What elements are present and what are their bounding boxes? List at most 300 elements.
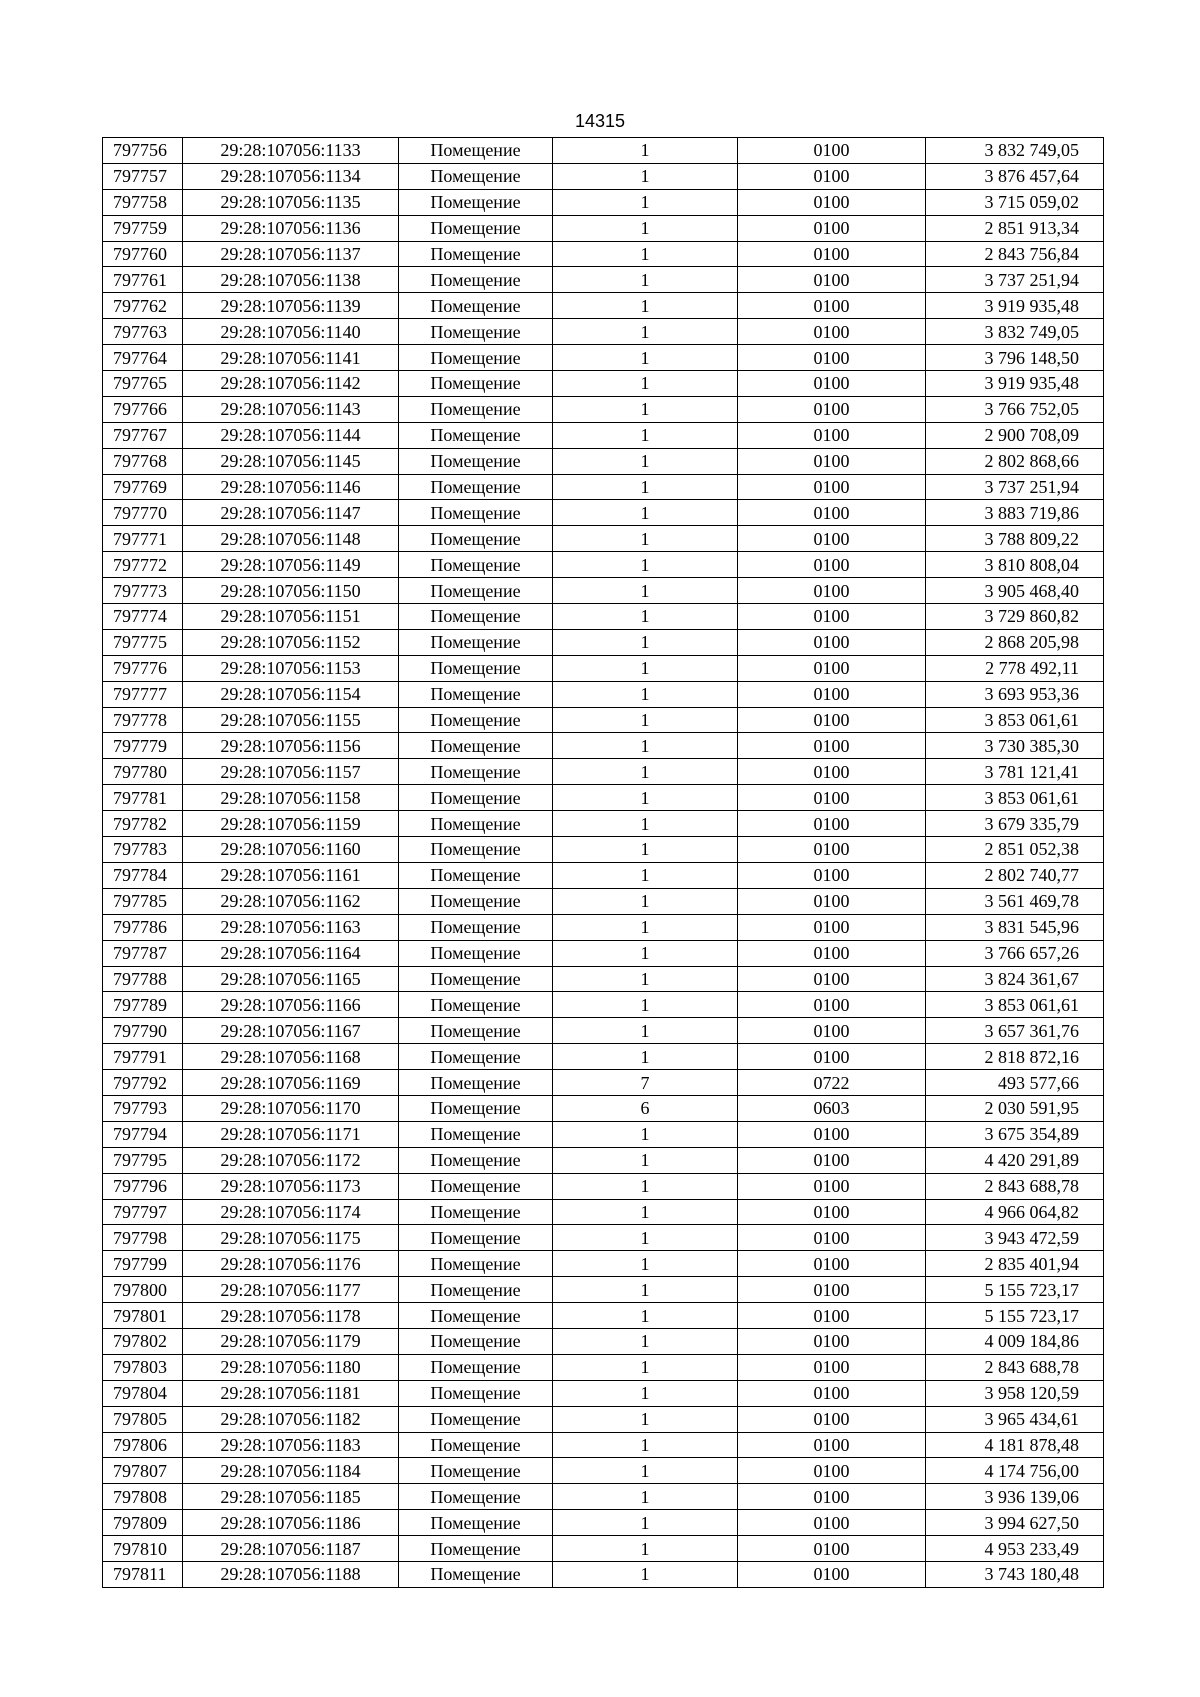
object-type-cell: Помещение <box>399 371 553 397</box>
object-type-cell: Помещение <box>399 759 553 785</box>
object-type-cell: Помещение <box>399 1199 553 1225</box>
code-cell: 0100 <box>738 1510 926 1536</box>
row-id-cell: 797772 <box>103 552 183 578</box>
cadastral-value-cell: 3 781 121,41 <box>926 759 1104 785</box>
cadastral-number-cell: 29:28:107056:1155 <box>183 707 399 733</box>
row-id-cell: 797794 <box>103 1121 183 1147</box>
code-cell: 0100 <box>738 707 926 733</box>
code-cell: 0100 <box>738 1484 926 1510</box>
row-id-cell: 797811 <box>103 1561 183 1587</box>
cadastral-number-cell: 29:28:107056:1156 <box>183 733 399 759</box>
row-id-cell: 797784 <box>103 862 183 888</box>
table-row <box>103 345 1104 371</box>
row-id-cell: 797809 <box>103 1510 183 1536</box>
registry-table <box>102 137 1104 1588</box>
cadastral-value-cell: 3 675 354,89 <box>926 1121 1104 1147</box>
group-cell: 1 <box>553 1121 738 1147</box>
cadastral-number-cell: 29:28:107056:1150 <box>183 578 399 604</box>
code-cell: 0100 <box>738 474 926 500</box>
cadastral-value-cell: 3 883 719,86 <box>926 500 1104 526</box>
code-cell: 0100 <box>738 1147 926 1173</box>
cadastral-value-cell: 3 831 545,96 <box>926 914 1104 940</box>
cadastral-number-cell: 29:28:107056:1186 <box>183 1510 399 1536</box>
cadastral-number-cell: 29:28:107056:1133 <box>183 138 399 164</box>
table-row <box>103 966 1104 992</box>
object-type-cell: Помещение <box>399 1147 553 1173</box>
code-cell: 0100 <box>738 345 926 371</box>
object-type-cell: Помещение <box>399 1380 553 1406</box>
code-cell: 0100 <box>738 1328 926 1354</box>
code-cell: 0100 <box>738 837 926 863</box>
registry-table-body <box>103 138 1104 1588</box>
row-id-cell: 797763 <box>103 319 183 345</box>
table-row <box>103 1121 1104 1147</box>
row-id-cell: 797782 <box>103 811 183 837</box>
object-type-cell: Помещение <box>399 267 553 293</box>
cadastral-value-cell: 3 994 627,50 <box>926 1510 1104 1536</box>
table-row <box>103 1095 1104 1121</box>
code-cell: 0100 <box>738 888 926 914</box>
group-cell: 1 <box>553 1173 738 1199</box>
group-cell: 1 <box>553 500 738 526</box>
cadastral-number-cell: 29:28:107056:1179 <box>183 1328 399 1354</box>
cadastral-number-cell: 29:28:107056:1188 <box>183 1561 399 1587</box>
object-type-cell: Помещение <box>399 655 553 681</box>
object-type-cell: Помещение <box>399 1561 553 1587</box>
table-row <box>103 500 1104 526</box>
code-cell: 0100 <box>738 1018 926 1044</box>
cadastral-value-cell: 2 900 708,09 <box>926 422 1104 448</box>
code-cell: 0100 <box>738 1173 926 1199</box>
code-cell: 0100 <box>738 811 926 837</box>
group-cell: 1 <box>553 241 738 267</box>
cadastral-value-cell: 4 420 291,89 <box>926 1147 1104 1173</box>
table-row <box>103 1199 1104 1225</box>
row-id-cell: 797806 <box>103 1432 183 1458</box>
table-row <box>103 1458 1104 1484</box>
table-row <box>103 267 1104 293</box>
cadastral-value-cell: 3 905 468,40 <box>926 578 1104 604</box>
code-cell: 0100 <box>738 189 926 215</box>
cadastral-number-cell: 29:28:107056:1153 <box>183 655 399 681</box>
code-cell: 0100 <box>738 914 926 940</box>
table-row <box>103 526 1104 552</box>
cadastral-number-cell: 29:28:107056:1169 <box>183 1070 399 1096</box>
cadastral-number-cell: 29:28:107056:1146 <box>183 474 399 500</box>
code-cell: 0100 <box>738 1277 926 1303</box>
row-id-cell: 797799 <box>103 1251 183 1277</box>
cadastral-value-cell: 3 853 061,61 <box>926 707 1104 733</box>
cadastral-value-cell: 4 181 878,48 <box>926 1432 1104 1458</box>
cadastral-value-cell: 3 561 469,78 <box>926 888 1104 914</box>
code-cell: 0100 <box>738 1199 926 1225</box>
group-cell: 1 <box>553 1484 738 1510</box>
group-cell: 1 <box>553 215 738 241</box>
cadastral-number-cell: 29:28:107056:1149 <box>183 552 399 578</box>
object-type-cell: Помещение <box>399 1458 553 1484</box>
cadastral-number-cell: 29:28:107056:1175 <box>183 1225 399 1251</box>
cadastral-number-cell: 29:28:107056:1180 <box>183 1354 399 1380</box>
row-id-cell: 797795 <box>103 1147 183 1173</box>
row-id-cell: 797765 <box>103 371 183 397</box>
row-id-cell: 797802 <box>103 1328 183 1354</box>
table-row <box>103 759 1104 785</box>
cadastral-number-cell: 29:28:107056:1142 <box>183 371 399 397</box>
cadastral-value-cell: 3 919 935,48 <box>926 293 1104 319</box>
cadastral-number-cell: 29:28:107056:1144 <box>183 422 399 448</box>
code-cell: 0100 <box>738 1121 926 1147</box>
cadastral-number-cell: 29:28:107056:1141 <box>183 345 399 371</box>
object-type-cell: Помещение <box>399 396 553 422</box>
cadastral-value-cell: 3 876 457,64 <box>926 163 1104 189</box>
row-id-cell: 797803 <box>103 1354 183 1380</box>
group-cell: 1 <box>553 371 738 397</box>
table-row <box>103 1147 1104 1173</box>
cadastral-number-cell: 29:28:107056:1157 <box>183 759 399 785</box>
row-id-cell: 797785 <box>103 888 183 914</box>
group-cell: 6 <box>553 1095 738 1121</box>
table-row <box>103 1510 1104 1536</box>
cadastral-value-cell: 4 009 184,86 <box>926 1328 1104 1354</box>
cadastral-number-cell: 29:28:107056:1140 <box>183 319 399 345</box>
cadastral-value-cell: 5 155 723,17 <box>926 1277 1104 1303</box>
group-cell: 1 <box>553 940 738 966</box>
code-cell: 0100 <box>738 448 926 474</box>
row-id-cell: 797773 <box>103 578 183 604</box>
code-cell: 0100 <box>738 992 926 1018</box>
cadastral-number-cell: 29:28:107056:1165 <box>183 966 399 992</box>
group-cell: 1 <box>553 759 738 785</box>
table-row <box>103 1328 1104 1354</box>
cadastral-number-cell: 29:28:107056:1166 <box>183 992 399 1018</box>
table-row <box>103 1044 1104 1070</box>
object-type-cell: Помещение <box>399 345 553 371</box>
group-cell: 1 <box>553 552 738 578</box>
code-cell: 0100 <box>738 526 926 552</box>
object-type-cell: Помещение <box>399 1044 553 1070</box>
code-cell: 0100 <box>738 966 926 992</box>
group-cell: 1 <box>553 578 738 604</box>
table-row <box>103 1536 1104 1562</box>
group-cell: 1 <box>553 707 738 733</box>
row-id-cell: 797770 <box>103 500 183 526</box>
object-type-cell: Помещение <box>399 1251 553 1277</box>
row-id-cell: 797775 <box>103 629 183 655</box>
cadastral-value-cell: 3 943 472,59 <box>926 1225 1104 1251</box>
code-cell: 0100 <box>738 759 926 785</box>
group-cell: 7 <box>553 1070 738 1096</box>
object-type-cell: Помещение <box>399 293 553 319</box>
code-cell: 0100 <box>738 1561 926 1587</box>
cadastral-number-cell: 29:28:107056:1172 <box>183 1147 399 1173</box>
group-cell: 1 <box>553 1354 738 1380</box>
object-type-cell: Помещение <box>399 1121 553 1147</box>
object-type-cell: Помещение <box>399 1277 553 1303</box>
object-type-cell: Помещение <box>399 940 553 966</box>
group-cell: 1 <box>553 1018 738 1044</box>
group-cell: 1 <box>553 966 738 992</box>
cadastral-number-cell: 29:28:107056:1135 <box>183 189 399 215</box>
code-cell: 0603 <box>738 1095 926 1121</box>
cadastral-number-cell: 29:28:107056:1173 <box>183 1173 399 1199</box>
row-id-cell: 797801 <box>103 1303 183 1329</box>
cadastral-number-cell: 29:28:107056:1147 <box>183 500 399 526</box>
object-type-cell: Помещение <box>399 189 553 215</box>
cadastral-number-cell: 29:28:107056:1152 <box>183 629 399 655</box>
row-id-cell: 797786 <box>103 914 183 940</box>
table-row <box>103 629 1104 655</box>
group-cell: 1 <box>553 785 738 811</box>
code-cell: 0100 <box>738 1432 926 1458</box>
table-row <box>103 1173 1104 1199</box>
group-cell: 1 <box>553 396 738 422</box>
group-cell: 1 <box>553 526 738 552</box>
group-cell: 1 <box>553 1277 738 1303</box>
cadastral-value-cell: 3 832 749,05 <box>926 138 1104 164</box>
code-cell: 0100 <box>738 1303 926 1329</box>
group-cell: 1 <box>553 1251 738 1277</box>
code-cell: 0100 <box>738 267 926 293</box>
object-type-cell: Помещение <box>399 992 553 1018</box>
group-cell: 1 <box>553 1328 738 1354</box>
table-row <box>103 811 1104 837</box>
cadastral-value-cell: 3 936 139,06 <box>926 1484 1104 1510</box>
table-row <box>103 862 1104 888</box>
row-id-cell: 797781 <box>103 785 183 811</box>
code-cell: 0100 <box>738 371 926 397</box>
row-id-cell: 797769 <box>103 474 183 500</box>
table-row <box>103 319 1104 345</box>
cadastral-value-cell: 3 919 935,48 <box>926 371 1104 397</box>
cadastral-number-cell: 29:28:107056:1136 <box>183 215 399 241</box>
cadastral-value-cell: 2 802 740,77 <box>926 862 1104 888</box>
code-cell: 0100 <box>738 293 926 319</box>
object-type-cell: Помещение <box>399 888 553 914</box>
object-type-cell: Помещение <box>399 681 553 707</box>
cadastral-number-cell: 29:28:107056:1170 <box>183 1095 399 1121</box>
cadastral-value-cell: 4 174 756,00 <box>926 1458 1104 1484</box>
group-cell: 1 <box>553 1561 738 1587</box>
cadastral-value-cell: 2 851 913,34 <box>926 215 1104 241</box>
row-id-cell: 797789 <box>103 992 183 1018</box>
row-id-cell: 797767 <box>103 422 183 448</box>
row-id-cell: 797780 <box>103 759 183 785</box>
cadastral-number-cell: 29:28:107056:1139 <box>183 293 399 319</box>
group-cell: 1 <box>553 267 738 293</box>
group-cell: 1 <box>553 1510 738 1536</box>
group-cell: 1 <box>553 1225 738 1251</box>
code-cell: 0100 <box>738 733 926 759</box>
object-type-cell: Помещение <box>399 1432 553 1458</box>
row-id-cell: 797787 <box>103 940 183 966</box>
table-row <box>103 138 1104 164</box>
object-type-cell: Помещение <box>399 785 553 811</box>
object-type-cell: Помещение <box>399 1303 553 1329</box>
table-row <box>103 733 1104 759</box>
cadastral-number-cell: 29:28:107056:1160 <box>183 837 399 863</box>
table-row <box>103 578 1104 604</box>
cadastral-number-cell: 29:28:107056:1148 <box>183 526 399 552</box>
object-type-cell: Помещение <box>399 241 553 267</box>
table-row <box>103 396 1104 422</box>
code-cell: 0100 <box>738 319 926 345</box>
cadastral-value-cell: 2 843 756,84 <box>926 241 1104 267</box>
object-type-cell: Помещение <box>399 707 553 733</box>
object-type-cell: Помещение <box>399 319 553 345</box>
table-row <box>103 293 1104 319</box>
table-row <box>103 241 1104 267</box>
table-row <box>103 163 1104 189</box>
group-cell: 1 <box>553 1458 738 1484</box>
table-row <box>103 604 1104 630</box>
cadastral-number-cell: 29:28:107056:1182 <box>183 1406 399 1432</box>
object-type-cell: Помещение <box>399 1354 553 1380</box>
group-cell: 1 <box>553 681 738 707</box>
code-cell: 0100 <box>738 1380 926 1406</box>
cadastral-value-cell: 4 966 064,82 <box>926 1199 1104 1225</box>
code-cell: 0100 <box>738 655 926 681</box>
cadastral-value-cell: 3 810 808,04 <box>926 552 1104 578</box>
row-id-cell: 797771 <box>103 526 183 552</box>
code-cell: 0100 <box>738 1536 926 1562</box>
group-cell: 1 <box>553 604 738 630</box>
group-cell: 1 <box>553 448 738 474</box>
group-cell: 1 <box>553 1199 738 1225</box>
row-id-cell: 797756 <box>103 138 183 164</box>
cadastral-value-cell: 3 832 749,05 <box>926 319 1104 345</box>
cadastral-value-cell: 3 679 335,79 <box>926 811 1104 837</box>
code-cell: 0100 <box>738 578 926 604</box>
cadastral-value-cell: 2 030 591,95 <box>926 1095 1104 1121</box>
row-id-cell: 797779 <box>103 733 183 759</box>
table-row <box>103 1277 1104 1303</box>
cadastral-number-cell: 29:28:107056:1187 <box>183 1536 399 1562</box>
row-id-cell: 797766 <box>103 396 183 422</box>
object-type-cell: Помещение <box>399 1018 553 1044</box>
group-cell: 1 <box>553 1044 738 1070</box>
row-id-cell: 797776 <box>103 655 183 681</box>
code-cell: 0100 <box>738 422 926 448</box>
table-row <box>103 1354 1104 1380</box>
group-cell: 1 <box>553 888 738 914</box>
code-cell: 0100 <box>738 163 926 189</box>
code-cell: 0100 <box>738 785 926 811</box>
code-cell: 0100 <box>738 138 926 164</box>
table-row <box>103 1432 1104 1458</box>
row-id-cell: 797797 <box>103 1199 183 1225</box>
cadastral-value-cell: 4 953 233,49 <box>926 1536 1104 1562</box>
code-cell: 0100 <box>738 552 926 578</box>
group-cell: 1 <box>553 345 738 371</box>
cadastral-number-cell: 29:28:107056:1177 <box>183 1277 399 1303</box>
cadastral-value-cell: 2 818 872,16 <box>926 1044 1104 1070</box>
object-type-cell: Помещение <box>399 1536 553 1562</box>
row-id-cell: 797774 <box>103 604 183 630</box>
cadastral-number-cell: 29:28:107056:1183 <box>183 1432 399 1458</box>
object-type-cell: Помещение <box>399 526 553 552</box>
table-row <box>103 448 1104 474</box>
group-cell: 1 <box>553 862 738 888</box>
code-cell: 0100 <box>738 1225 926 1251</box>
object-type-cell: Помещение <box>399 578 553 604</box>
cadastral-number-cell: 29:28:107056:1138 <box>183 267 399 293</box>
row-id-cell: 797762 <box>103 293 183 319</box>
cadastral-number-cell: 29:28:107056:1167 <box>183 1018 399 1044</box>
code-cell: 0100 <box>738 604 926 630</box>
cadastral-value-cell: 3 730 385,30 <box>926 733 1104 759</box>
row-id-cell: 797757 <box>103 163 183 189</box>
group-cell: 1 <box>553 189 738 215</box>
group-cell: 1 <box>553 319 738 345</box>
table-row <box>103 992 1104 1018</box>
row-id-cell: 797788 <box>103 966 183 992</box>
object-type-cell: Помещение <box>399 500 553 526</box>
cadastral-value-cell: 3 824 361,67 <box>926 966 1104 992</box>
object-type-cell: Помещение <box>399 474 553 500</box>
group-cell: 1 <box>553 293 738 319</box>
group-cell: 1 <box>553 655 738 681</box>
cadastral-value-cell: 493 577,66 <box>926 1070 1104 1096</box>
object-type-cell: Помещение <box>399 1173 553 1199</box>
row-id-cell: 797760 <box>103 241 183 267</box>
cadastral-value-cell: 3 737 251,94 <box>926 267 1104 293</box>
row-id-cell: 797764 <box>103 345 183 371</box>
row-id-cell: 797791 <box>103 1044 183 1070</box>
cadastral-value-cell: 3 788 809,22 <box>926 526 1104 552</box>
object-type-cell: Помещение <box>399 604 553 630</box>
cadastral-value-cell: 2 835 401,94 <box>926 1251 1104 1277</box>
table-row <box>103 422 1104 448</box>
cadastral-number-cell: 29:28:107056:1185 <box>183 1484 399 1510</box>
cadastral-value-cell: 2 843 688,78 <box>926 1173 1104 1199</box>
code-cell: 0100 <box>738 862 926 888</box>
row-id-cell: 797761 <box>103 267 183 293</box>
cadastral-value-cell: 2 843 688,78 <box>926 1354 1104 1380</box>
cadastral-number-cell: 29:28:107056:1158 <box>183 785 399 811</box>
cadastral-value-cell: 3 737 251,94 <box>926 474 1104 500</box>
table-row <box>103 1251 1104 1277</box>
group-cell: 1 <box>553 422 738 448</box>
table-row <box>103 371 1104 397</box>
group-cell: 1 <box>553 1406 738 1432</box>
group-cell: 1 <box>553 1536 738 1562</box>
group-cell: 1 <box>553 163 738 189</box>
cadastral-value-cell: 2 868 205,98 <box>926 629 1104 655</box>
table-row <box>103 655 1104 681</box>
group-cell: 1 <box>553 138 738 164</box>
table-row <box>103 914 1104 940</box>
cadastral-value-cell: 3 766 657,26 <box>926 940 1104 966</box>
cadastral-number-cell: 29:28:107056:1161 <box>183 862 399 888</box>
cadastral-number-cell: 29:28:107056:1151 <box>183 604 399 630</box>
group-cell: 1 <box>553 1303 738 1329</box>
table-row <box>103 1225 1104 1251</box>
group-cell: 1 <box>553 914 738 940</box>
row-id-cell: 797796 <box>103 1173 183 1199</box>
object-type-cell: Помещение <box>399 138 553 164</box>
table-row <box>103 1018 1104 1044</box>
table-row <box>103 189 1104 215</box>
cadastral-number-cell: 29:28:107056:1174 <box>183 1199 399 1225</box>
table-row <box>103 1303 1104 1329</box>
cadastral-value-cell: 3 853 061,61 <box>926 992 1104 1018</box>
table-row <box>103 707 1104 733</box>
cadastral-value-cell: 3 766 752,05 <box>926 396 1104 422</box>
code-cell: 0100 <box>738 629 926 655</box>
cadastral-value-cell: 3 729 860,82 <box>926 604 1104 630</box>
cadastral-number-cell: 29:28:107056:1154 <box>183 681 399 707</box>
row-id-cell: 797793 <box>103 1095 183 1121</box>
